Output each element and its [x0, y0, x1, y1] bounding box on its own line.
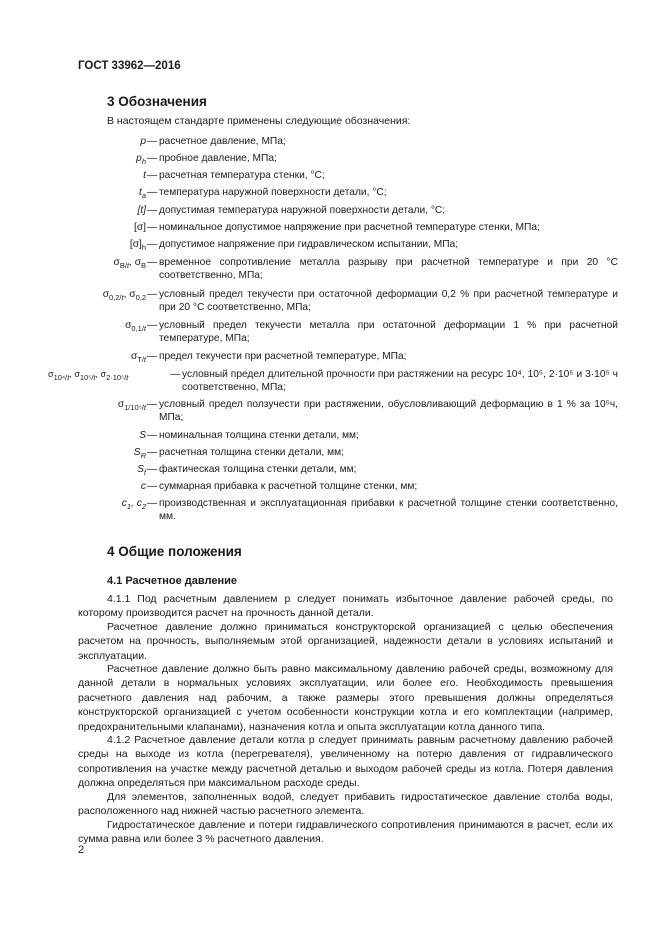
section-4-1-title: 4.1 Расчетное давление	[107, 575, 237, 587]
paragraph: Расчетное давление должно быть равно максимальному давлению рабочей среды, возможному для данной детали в нормальных условиях эксплуатации, или более его. Необходимость превышения расчетного давления над рабочим, а также размеры этого превышения должны определяться конструкторской организацией с учетом особенности конструкции котла и его комплектации (например, предохранительными клапанами), назначения котла и опыта эксплуатации котла данного типа.	[78, 663, 613, 733]
notation-description: временное сопротивление металла разрыву при расчетной температуре и при 20 °С соответственно, МПа;	[159, 257, 618, 281]
notation-symbol: $\sigma_{0,2/t}$, $\sigma_{0,2}$	[102, 289, 146, 303]
notation-symbol: $S_R$	[133, 447, 146, 461]
notation-symbol: p	[140, 136, 146, 147]
notation-description: предел текучести при расчетной температуре, МПа;	[159, 351, 407, 362]
page-number: 2	[78, 844, 85, 856]
notation-symbol: $p_h$	[136, 153, 146, 167]
notation-symbol: $\sigma_{1/10^5/t}$	[117, 399, 146, 413]
paragraph: Для элементов, заполненных водой, следует прибавить гидростатическое давление столба воды, расположенного над нижней частью расчетного элемента.	[78, 791, 613, 818]
notation-description: условный предел длительной прочности при растяжении на ресурс 10⁴, 10⁵, 2·10⁵ и 3·10⁵ ч соответственно, МПа;	[182, 369, 618, 393]
notation-symbol: c	[140, 481, 146, 492]
notation-description: номинальная толщина стенки детали, мм;	[159, 430, 359, 441]
notation-description: расчетная температура стенки, °С;	[159, 170, 325, 181]
notation-description: допустимое напряжение при гидравлическом испытании, МПа;	[159, 239, 459, 250]
notation-symbol: [σ]	[134, 222, 146, 233]
notation-description: суммарная прибавка к расчетной толщине стенки, мм;	[159, 481, 418, 492]
paragraph: 4.1.1 Под расчетным давлением p следует понимать избыточное давление рабочей среды, по которому производится расчет на прочность данной детали.	[78, 593, 613, 620]
paragraph: 4.1.2 Расчетное давление детали котла p следует принимать равным расчетному давлению рабочей среды на выходе из котла (перегревателя), увеличенному на потерю давления от гидравлического сопротивления на участке между расчетной деталью и выходом рабочей среды из котла. Потеря давления должна определяться при максимальном расходе среды.	[78, 734, 613, 790]
notation-description: производственная и эксплуатационная прибавки к расчетной толщине стенки соответственно, мм.	[159, 498, 618, 522]
notation-description: пробное давление, МПа;	[159, 153, 277, 164]
paragraph: Гидростатическое давление и потери гидравлического сопротивления принимаются в расчет, если их сумма равна или более 3 % расчетного давления.	[78, 819, 613, 846]
paragraph: Расчетное давление должно приниматься конструкторской организацией с целью обеспечения расчетом на прочность, выполняемым этой организацией, надежности детали в условиях испытаний и эксплуатации.	[78, 621, 613, 662]
document-header: ГОСТ 33962—2016	[78, 60, 181, 72]
notation-symbol: [t]	[137, 205, 146, 216]
notation-description: условный предел ползучести при растяжении, обусловливающий деформацию в 1 % за 10⁵ч, МПа;	[159, 399, 618, 423]
section-3-title: 3 Обозначения	[107, 94, 207, 109]
notation-symbol: $[\sigma]_h$	[129, 239, 146, 253]
notation-symbol: $\sigma_{T/t}$	[130, 351, 146, 365]
notation-description: допустимая температура наружной поверхности детали, °С;	[159, 205, 446, 216]
notation-description: условный предел текучести при остаточной деформации 0,2 % при расчетной температуре и при 20 °С соответственно, МПа;	[159, 289, 618, 313]
notation-description: номинальное допустимое напряжение при расчетной температуре стенки, МПа;	[159, 222, 540, 233]
notation-symbol: $\sigma_{10^4/t}$, $\sigma_{10^5/t}$, $\sigma_{2\cdot 10^5/t}$	[48, 369, 129, 382]
notation-description: расчетное давление, МПа;	[159, 136, 286, 147]
notation-description: условный предел текучести металла при остаточной деформации 1 % при расчетной температуре, МПа;	[159, 320, 618, 344]
notation-symbol: $t_a$	[138, 187, 146, 201]
section-3-intro: В настоящем стандарте применены следующие обозначения:	[107, 115, 411, 127]
notation-symbol: $\sigma_{0,1/t}$	[125, 320, 146, 334]
notation-description: расчетная толщина стенки детали, мм;	[159, 447, 344, 458]
section-4-title: 4 Общие положения	[107, 544, 242, 559]
notation-symbol: S	[139, 430, 146, 441]
notation-symbol: $c_1$, $c_2$	[121, 498, 146, 512]
notation-description: фактическая толщина стенки детали, мм;	[159, 464, 357, 475]
notation-symbol: $\sigma_{B/t}$, $\sigma_B$	[113, 257, 146, 271]
notation-symbol: t	[143, 170, 146, 181]
notation-symbol: $S_f$	[137, 464, 146, 478]
notation-description: температура наружной поверхности детали, °С;	[159, 187, 387, 198]
